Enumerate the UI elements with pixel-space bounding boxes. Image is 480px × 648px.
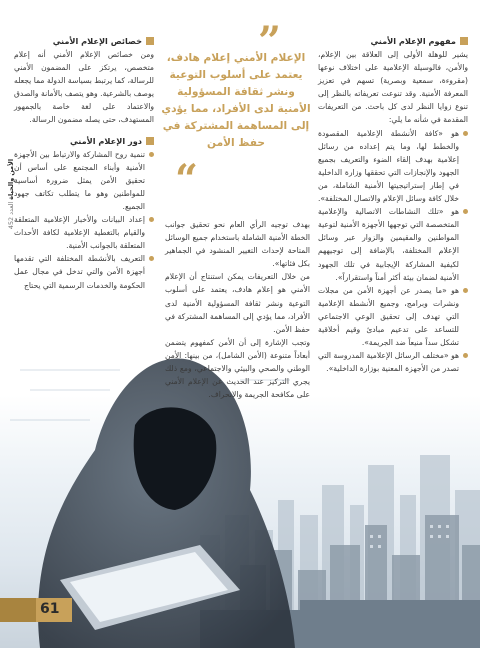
heading-marker-icon [146,37,154,45]
definition-bullet: هو «كافة الأنشطة الإعلامية المقصودة والخطط لها، وما يتم إعداده من رسائل إعلامية بهدف إلقاء الضوء والتعريف بجميع الجهود والإنجازات التي تحققها وزارة الداخلية في إطار إستراتيجيتها الأمنية الشاملة، من خلال كافة وسائل الإعلام والاتصال المختلفة». [318,127,468,206]
right-column [318,35,468,375]
section-heading-concept: مفهوم الإعلام الأمني [318,35,468,48]
middle-column [165,218,310,401]
body-paragraph: بهدف توجيه الرأي العام نحو تحقيق جوانب الخطة الأمنية الشاملة باستخدام جميع الوسائل المتاحة لإحداث التغيير المنشود في الجماهير بكل فئاتها». [165,220,310,269]
role-bullet: التعريف بالأنشطة المختلفة التي تقدمها أجهزة الأمن والتي تدخل في مجال عمل الحكومة والخدمات الرسمية التي يحتاج [14,252,154,291]
definition-bullet: هو «تلك النشاطات الاتصالية والإعلامية المتخصصة التي توجهها الأجهزة الأمنية لتوعية المواطنين والمقيمين والزوار عبر وسائل الإعلام المختلفة، بالإضافة إلى توجيههم لكيفية المشاركة الإيجابية في تلك الجهود الأمنية لضمان بيئة أكثر أمناً واستقراراً». [318,205,468,284]
quote-open-icon: ” [258,18,282,65]
heading-marker-icon [460,37,468,45]
definition-bullet: هو «مختلف الرسائل الإعلامية المدروسة التي تصدر من الأجهزة المعنية بوزارة الداخلية». [318,349,468,375]
role-bullet: تنمية روح المشاركة والارتباط بين الأجهزة الأمنية وأبناء المجتمع على أساس أن تحقيق الأمن يمثل ضرورة أساسية للمواطنين وهو ما يتطلب تكاتف جهود الجميع. [14,148,154,213]
intro-paragraph: يشير للوهلة الأولى إلى العلاقة بين الإعلام، والأمن، فالوسيلة الإعلامية على اختلاف نوعها (مقروءة، سمعية وبصرية) تسهم في تعزيز المعرفة الأمنية. وقد تنوعت تعريفاته بالنظر إلى تنوع زوايا النظر لدى كل باحث. من التعريفات المقدمة في شأنه ما يلي: [318,50,468,125]
page-number: 61 [40,601,60,617]
section-heading-features: خصائص الإعلام الأمني [14,35,154,48]
page-number-accent [0,598,36,622]
running-head [4,140,16,260]
section-heading-role: دور الإعلام الأمني [14,135,154,148]
definition-bullet: هو «ما يصدر عن أجهزة الأمن من مجلات ونشرات وبرامج، وجميع الأنشطة الإعلامية التي تهدف إلى تحقيق الوعي الاجتماعي للتساعد على تدعيم مبادئ وقيم أخلاقية تشكل سداً منيعاً ضد الجريمة». [318,284,468,349]
heading-marker-icon [146,137,154,145]
pull-quote: الإعلام الأمني إعلام هادف، يعتمد على أسلوب التوعية ونشر ثقافة المسؤولية الأمنية لدى الأفراد، مما يؤدي إلى المساهمة المشتركة في حفظ الأمن [161,52,311,149]
body-paragraph: وتجب الإشارة إلى أن الأمن كمفهوم يتضمن أبعاداً متنوعة (الأمن الشامل)، من بينها: الأمن الوطني والصحي والبيئي والاجتماعي، ومع ذلك يجري التركيز عند الحديث عن الإعلام الأمني على مكافحة الجريمة والانحراف. [165,337,310,400]
features-paragraph: ومن خصائص الإعلام الأمني أنه إعلام متخصص، يرتكز على المضمون الأمني للرسالة، كما يرتبط بسياسة الدولة مما يجعله يوصف بالشرعية. وهو يتصف بالأمانة والصدق والاعتماد على لغة خاصة بالجمهور المستهدف، حتى يصله مضمون الرسالة. [14,50,154,125]
magazine-name: الأمن والحياة [7,158,15,200]
issue-number: العدد 452 [7,201,15,230]
left-column [14,35,154,292]
body-paragraph: من خلال التعريفات يمكن استنتاج أن الإعلام الأمني هو إعلام هادف، يعتمد على أسلوب التوعية ونشر ثقافة المسؤولية الأمنية لدى الأفراد، مما يؤدي إلى المساهمة المشتركة في حفظ الأمن. [165,272,310,334]
quote-close-icon: “ [175,156,199,203]
role-bullet: إعداد البيانات والأخبار الإعلامية المتعلقة والقيام بالتغطية الإعلامية لكافة الأحداث المتعلقة بالجوانب الأمنية. [14,213,154,252]
